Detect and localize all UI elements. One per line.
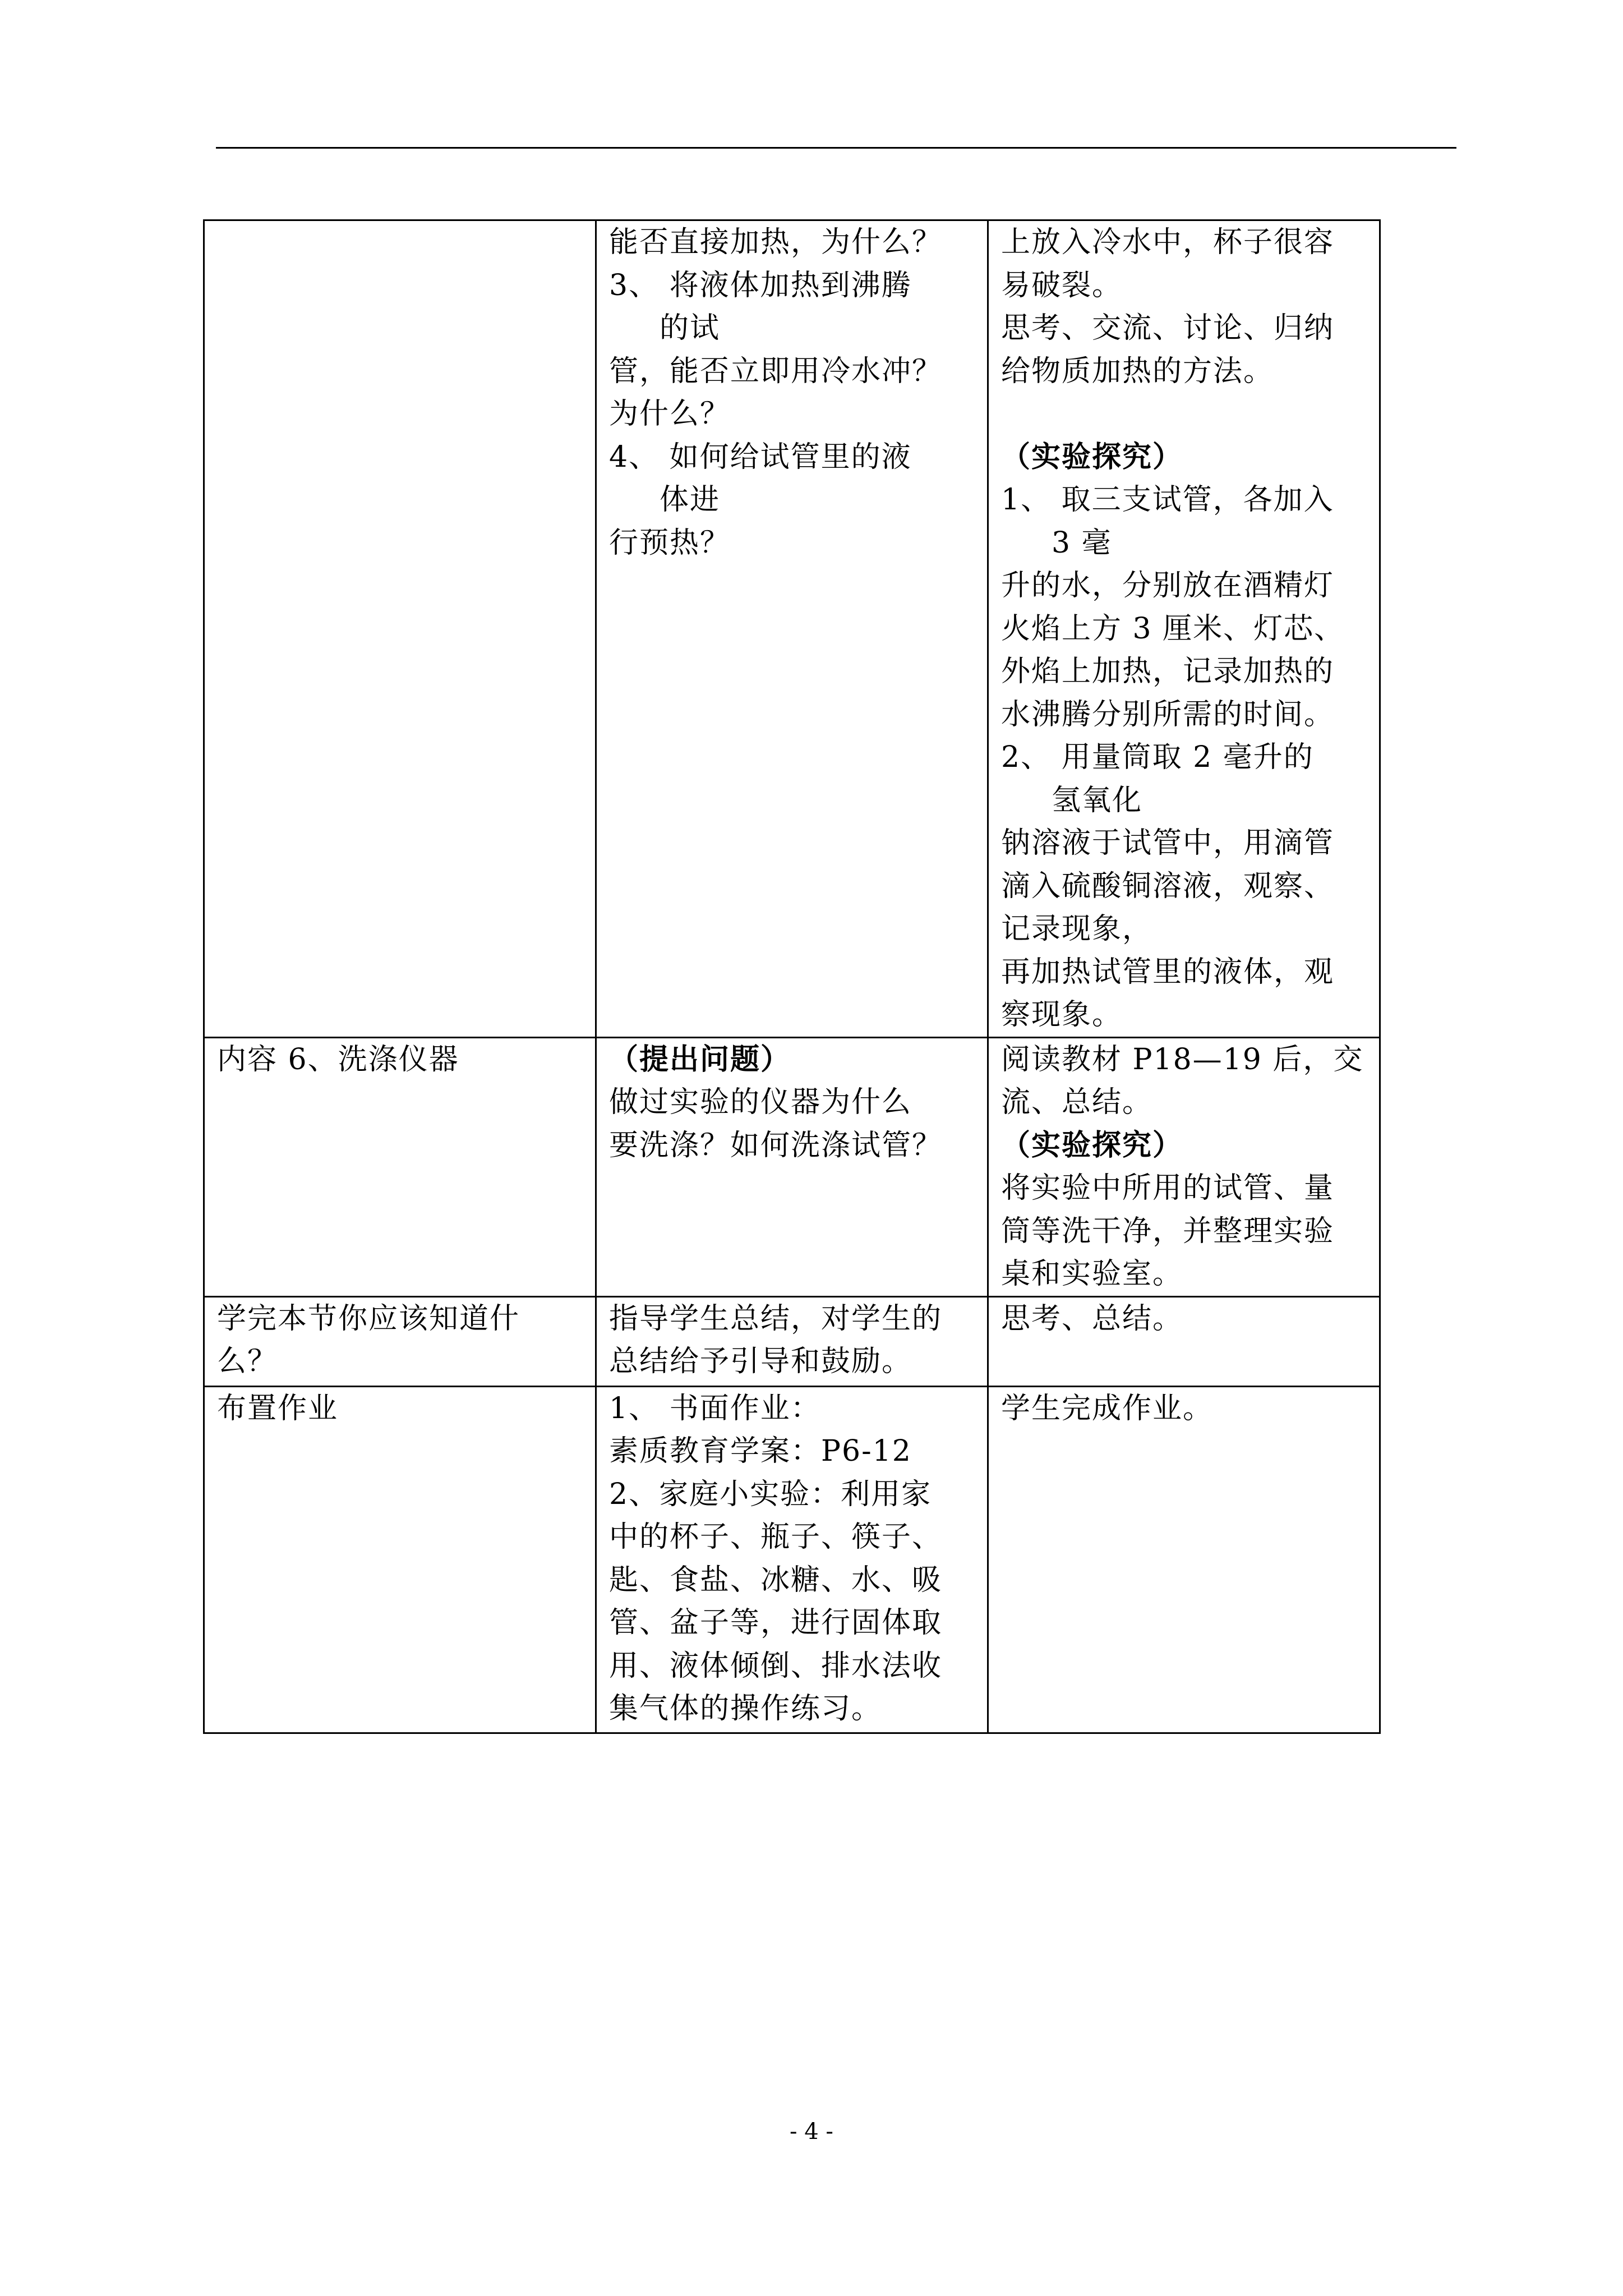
cell [596, 1037, 988, 1296]
cell-text-line: 给物质加热的方法。 [1001, 354, 1274, 388]
cell-text-line: 指导学生总结，对学生的 [609, 1301, 943, 1336]
cell-text-line: 外焰上加热，记录加热的 [1001, 655, 1335, 688]
cell-text-line: 4、 如何给试管里的液 [609, 440, 912, 474]
cell-text-line: 火焰上方 3 厘米、灯芯、 [1001, 611, 1345, 646]
cell-text-line: 氢氧化 [1052, 783, 1143, 817]
cell-text-line: 的试 [660, 311, 721, 345]
cell-text-line: 升的水，分别放在酒精灯 [1001, 569, 1335, 602]
cell [596, 220, 988, 1038]
cell-text-line: 要洗涤？如何洗涤试管？ [609, 1128, 943, 1162]
cell-text-line: 总结给予引导和鼓励。 [609, 1345, 912, 1378]
cell [988, 1037, 1380, 1296]
cell-text-line: 察现象。 [1001, 998, 1123, 1032]
cell-text-line: 3、 将液体加热到沸腾 [609, 268, 912, 302]
section-heading: （实验探究） [1001, 439, 1183, 474]
lesson-plan-table [203, 219, 1381, 1734]
blank-line [1001, 393, 1371, 436]
cell [596, 1386, 988, 1733]
cell-text-line: 素质教育学案：P6-12 [609, 1434, 912, 1468]
cell-text-line: 用、液体倾倒、排水法收 [609, 1649, 943, 1683]
cell [204, 1386, 596, 1733]
cell-text-line: 记录现象， [1001, 912, 1153, 946]
cell [204, 1037, 596, 1296]
cell [204, 220, 596, 1038]
cell-text-line: 集气体的操作练习。 [609, 1692, 882, 1726]
cell-text-line: 钠溶液于试管中，用滴管 [1001, 826, 1335, 860]
cell-text-line: 流、总结。 [1001, 1085, 1153, 1119]
section-heading: （提出问题） [609, 1042, 791, 1076]
page-number: - 4 - [790, 2119, 833, 2145]
table-row-summary [204, 1296, 1380, 1386]
table-row-continued-heating [204, 220, 1380, 1038]
cell-text-line: 管、盆子等，进行固体取 [609, 1606, 943, 1640]
cell-text-line: 匙、食盐、冰糖、水、吸 [609, 1563, 943, 1597]
table-row-washing-instruments [204, 1037, 1380, 1296]
cell-text-line: 布置作业 [217, 1391, 339, 1425]
cell-text-line: 中的杯子、瓶子、筷子、 [609, 1520, 943, 1554]
header-rule [216, 147, 1456, 149]
cell [988, 1296, 1380, 1386]
cell-text-line: 内容 6、洗涤仪器 [217, 1042, 459, 1076]
cell [596, 1296, 988, 1386]
cell-text-line: 能否直接加热，为什么？ [609, 226, 943, 259]
cell [988, 1386, 1380, 1733]
cell-text-line: 学完本节你应该知道什 [217, 1301, 520, 1336]
cell-text-line: 水沸腾分别所需的时间。 [1001, 697, 1335, 731]
cell-text-line: 筒等洗干净，并整理实验 [1001, 1214, 1335, 1248]
cell [988, 220, 1380, 1038]
table-row-homework [204, 1386, 1380, 1733]
cell-text-line: 么？ [217, 1345, 278, 1378]
cell-text-line: 思考、总结。 [1001, 1301, 1183, 1336]
cell-text-line: 1、 取三支试管，各加入 [1001, 483, 1334, 517]
cell-text-line: 行预热？ [609, 526, 731, 560]
cell-text-line: 思考、交流、讨论、归纳 [1001, 311, 1335, 345]
cell-text-line: 阅读教材 P18—19 后，交 [1001, 1042, 1364, 1076]
section-heading: （实验探究） [1001, 1128, 1183, 1162]
cell-text-line: 管，能否立即用冷水冲？ [609, 354, 943, 388]
cell-text-line: 上放入冷水中，杯子很容 [1001, 226, 1335, 259]
cell-text-line: 2、 用量筒取 2 毫升的 [1001, 740, 1314, 774]
cell-text-line: 3 毫 [1052, 526, 1112, 560]
cell-text-line: 做过实验的仪器为什么 [609, 1085, 912, 1119]
cell-text-line: 易破裂。 [1001, 268, 1123, 302]
cell [204, 1296, 596, 1386]
cell-text-line: 学生完成作业。 [1001, 1391, 1214, 1425]
cell-text-line: 将实验中所用的试管、量 [1001, 1171, 1335, 1205]
cell-text-line: 为什么？ [609, 397, 731, 431]
cell-text-line: 2、家庭小实验：利用家 [609, 1477, 932, 1511]
cell-text-line: 桌和实验室。 [1001, 1257, 1183, 1291]
cell-text-line: 滴入硫酸铜溶液，观察、 [1001, 869, 1335, 903]
cell-text-line: 体进 [660, 483, 721, 517]
cell-text-line: 再加热试管里的液体，观 [1001, 955, 1335, 989]
cell-text-line: 1、 书面作业： [609, 1391, 821, 1425]
